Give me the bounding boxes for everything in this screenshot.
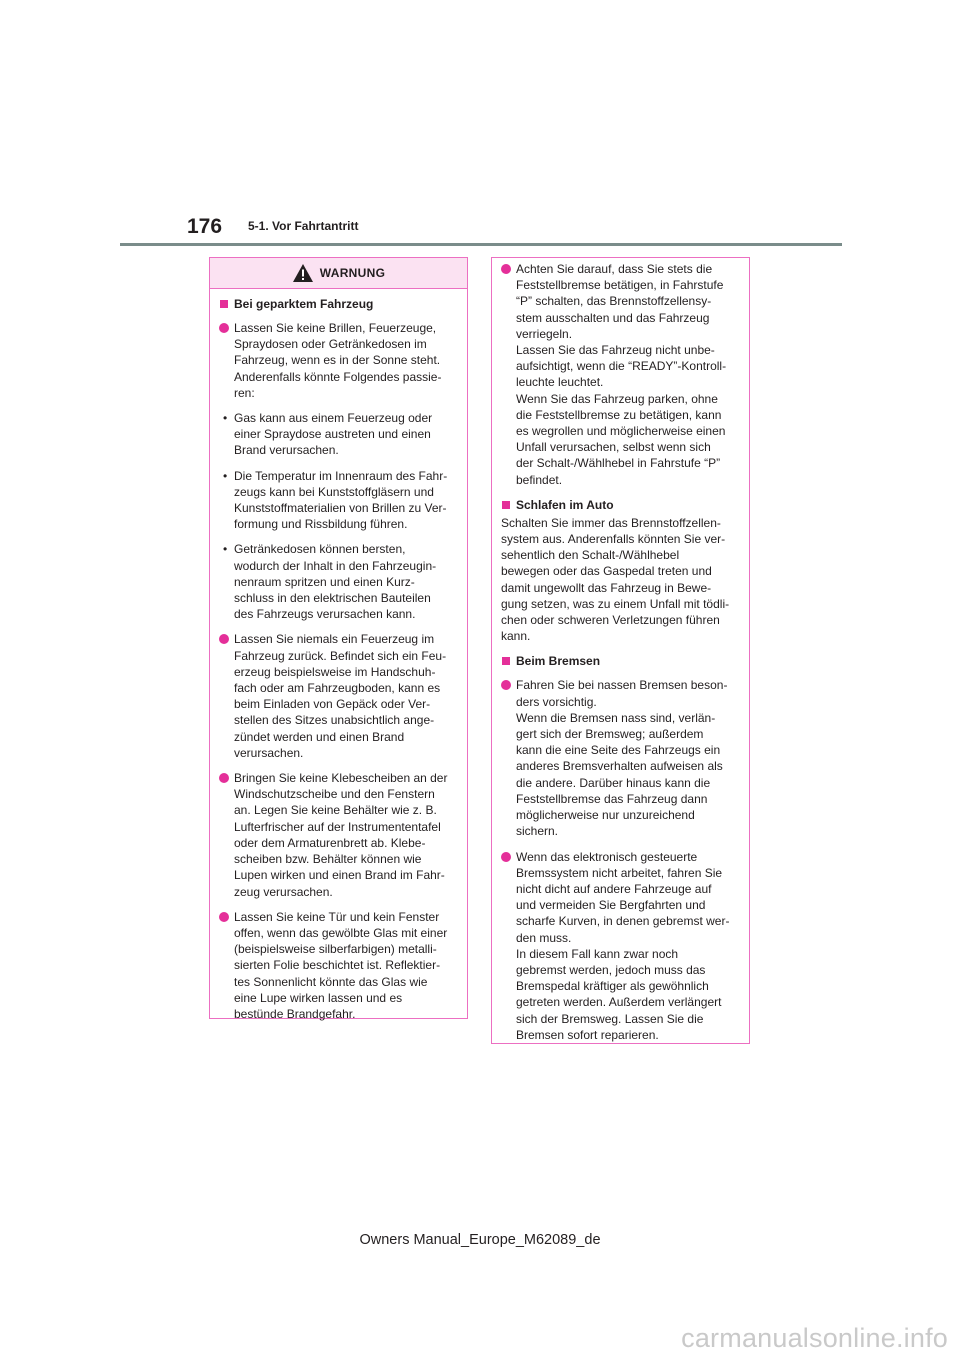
footer-manual-id: Owners Manual_Europe_M62089_de: [359, 1232, 601, 1248]
square-bullet-icon: [502, 501, 510, 509]
list-item: Lassen Sie keine Brillen, Feuerzeuge, Spraydosen oder Getränkedosen im Fahrzeug, wenn es in der Sonne steht. Anderenfalls könnte Folgendes passie- ren:: [219, 320, 459, 401]
warning-title: WARNUNG: [319, 266, 386, 280]
list-item: Wenn das elektronisch gesteuerte Bremssystem nicht arbeitet, fahren Sie nicht dicht auf andere Fahrzeuge auf und vermeiden Sie Bergfahrten und scharfe Kurven, in denen gebremst wer- den muss. In diesem Fall kann zwar noch gebremst werden, jedoch muss das Bremspedal kräftiger als gewöhnlich getreten werden. Außerdem verlängert sich der Bremsweg. Lassen Sie die Bremsen sofort reparieren.: [501, 849, 741, 1043]
list-item: Achten Sie darauf, dass Sie stets die Feststellbremse betätigen, in Fahrstufe “P” schalten, das Brennstoffzellensy- stem ausschalten und das Fahrzeug verriegeln. Lassen Sie das Fahrzeug nicht unbe- aufsichtigt, wenn die “READY”-Kontroll- leuchte leuchtet. Wenn Sie das Fahrzeug parken, ohne die Feststellbremse zu betätigen, kann es wegrollen und möglicherweise einen Unfall verursachen, selbst wenn sich der Schalt-/Wählhebel in Fahrstufe “P” befindet.: [501, 261, 741, 488]
header-rule: [120, 243, 842, 246]
page-number: 176: [187, 215, 223, 238]
list-item: Fahren Sie bei nassen Bremsen beson- ders vorsichtig. Wenn die Bremsen nass sind, verlän- gert sich der Bremsweg; außerdem kann die eine Seite des Fahrzeugs ein anderes Bremsverhalten aufweisen als die andere. Darüber hinaus kann die Feststellbremse das Fahrzeug dann möglicherweise nur unzureichend sichern.: [501, 677, 741, 839]
warning-body: [210, 289, 467, 1022]
list-item: Lassen Sie keine Tür und kein Fenster offen, wenn das gewölbte Glas mit einer (beispielsweise silberfarbigen) metalli- sierten Folie beschichtet ist. Reflektier- tes Sonnenlicht könnte das Glas wie eine Lupe wirken lassen und es bestünde Brandgefahr.: [219, 909, 459, 1022]
warning-box: [209, 257, 468, 1019]
section-title: 5-1. Vor Fahrtantritt: [248, 219, 359, 233]
circle-bullet-icon: [219, 634, 229, 644]
warning-header: [210, 258, 467, 289]
circle-bullet-icon: [219, 323, 229, 333]
sub-list-item: • Gas kann aus einem Feuerzeug oder einer Spraydose austreten und einen Brand verursachen.: [223, 411, 433, 458]
heading-sleeping-in-car: Schlafen im Auto: [501, 497, 741, 513]
square-bullet-icon: [220, 300, 228, 308]
dot-bullet-icon: •: [223, 411, 228, 426]
sub-list-item: • Die Temperatur im Innenraum des Fahr- zeugs kann bei Kunststoffgläsern und Kunststoffmaterialien von Brillen zu Ver- formung und Rissbildung führen.: [223, 468, 448, 532]
watermark: carmanualsonline.info: [681, 1323, 948, 1353]
circle-bullet-icon: [501, 680, 511, 690]
warning-triangle-icon: [292, 263, 314, 283]
circle-bullet-icon: [219, 773, 229, 783]
warning-continued-box: [491, 257, 750, 1044]
heading-parked-vehicle: Bei geparktem Fahrzeug: [219, 296, 459, 312]
circle-bullet-icon: [219, 912, 229, 922]
circle-bullet-icon: [501, 264, 511, 274]
dot-bullet-icon: •: [223, 542, 228, 557]
list-item: Bringen Sie keine Klebescheiben an der Windschutzscheibe und den Fenstern an. Legen Sie keine Behälter wie z. B. Lufterfrischer auf der Instrumententafel oder dem Armaturenbrett ab. Klebe- scheiben bzw. Behälter können wie Lupen wirken und einen Brand im Fahr- zeug verursachen.: [219, 770, 459, 900]
list-item: Lassen Sie niemals ein Feuerzeug im Fahrzeug zurück. Befindet sich ein Feu- erzeug beispielsweise im Handschuh- fach oder am Fahrzeugboden, kann es beim Einladen von Gepäck oder Ver- stellen des Sitzes unabsichtlich ange- zündet werden und einen Brand verursachen.: [219, 631, 459, 761]
dot-bullet-icon: •: [223, 468, 228, 483]
heading-braking: Beim Bremsen: [501, 653, 741, 669]
sub-list-item: • Getränkedosen können bersten, wodurch der Inhalt in den Fahrzeugin- nenraum spritzen und einen Kurz- schluss in den elektrischen Bauteilen des Fahrzeugs verursachen kann.: [223, 542, 437, 622]
circle-bullet-icon: [501, 852, 511, 862]
square-bullet-icon: [502, 657, 510, 665]
paragraph-sleeping-in-car: Schalten Sie immer das Brennstoffzellen- system aus. Anderenfalls könnten Sie ver- sehentlich den Schalt-/Wählhebel bewegen oder das Gaspedal treten und damit ungewollt das Fahrzeug in Bewe- gung setzen, was zu einem Unfall mit tödli- chen oder schweren Verletzungen führen kann.: [501, 515, 730, 644]
